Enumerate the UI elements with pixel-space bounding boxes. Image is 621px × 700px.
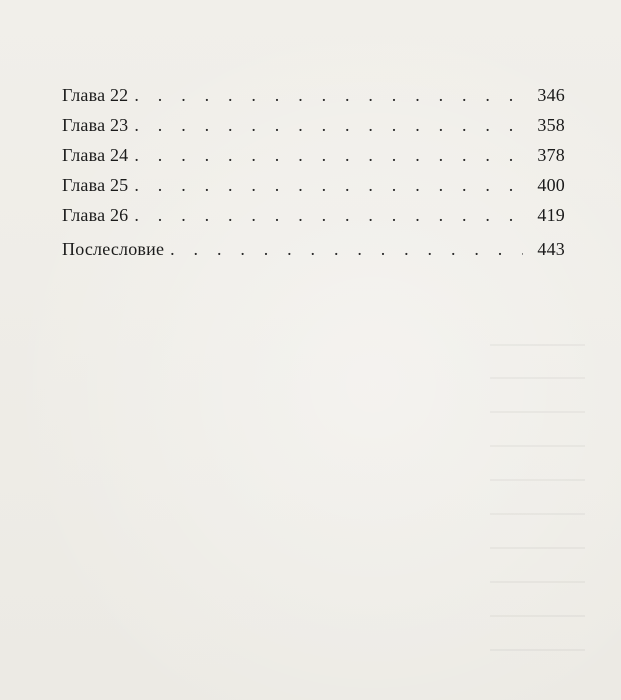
- toc-entry-title: Глава 26: [62, 205, 129, 225]
- table-of-contents: [62, 80, 565, 264]
- dot-leader: [134, 80, 523, 110]
- toc-entry-page-number: 443: [537, 239, 565, 259]
- toc-entry-title: Глава 24: [62, 145, 129, 165]
- dot-leader: [134, 170, 523, 200]
- toc-entry-page-number: 358: [537, 115, 565, 135]
- toc-entry: [62, 170, 565, 200]
- toc-entry-title: Глава 23: [62, 115, 129, 135]
- toc-entry-title: Глава 25: [62, 175, 129, 195]
- reverse-page-bleed-through: [490, 330, 600, 690]
- toc-entry: [62, 110, 565, 140]
- toc-entry-title: Послесловие: [62, 239, 165, 259]
- toc-entry: [62, 80, 565, 110]
- toc-entry-title: Глава 22: [62, 85, 129, 105]
- toc-entry-page-number: 400: [537, 175, 565, 195]
- toc-entry-page-number: 346: [537, 85, 565, 105]
- dot-leader: [170, 234, 523, 264]
- toc-entry-page-number: 419: [537, 205, 565, 225]
- toc-entry: [62, 200, 565, 230]
- dot-leader: [134, 110, 523, 140]
- dot-leader: [134, 140, 523, 170]
- toc-entry: [62, 140, 565, 170]
- toc-entry-page-number: 378: [537, 145, 565, 165]
- dot-leader: [134, 200, 523, 230]
- toc-entry: [62, 234, 565, 264]
